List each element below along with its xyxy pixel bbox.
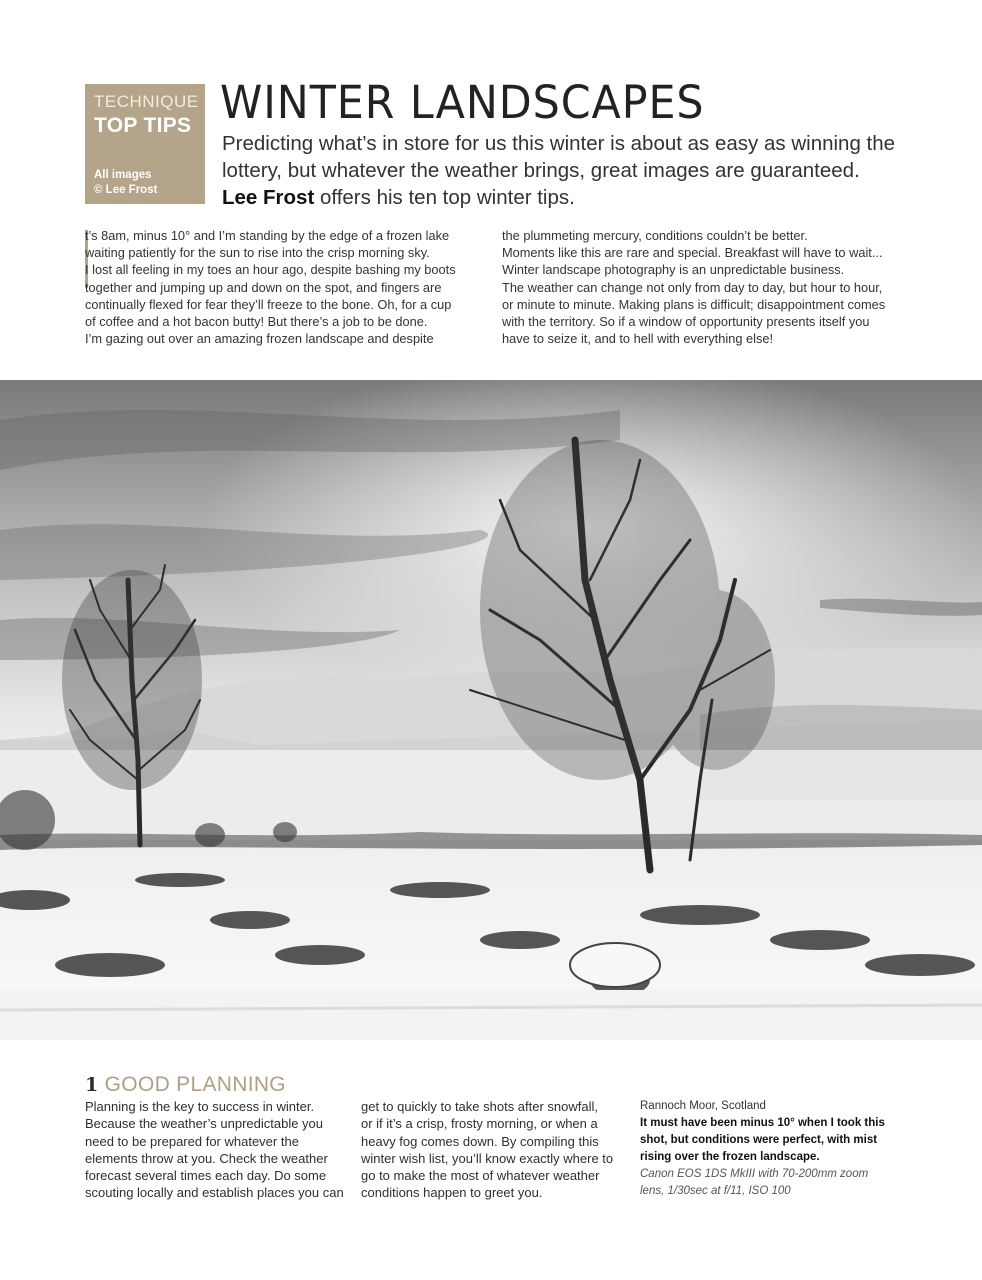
standfirst <box>222 130 912 211</box>
author-name: Lee Frost <box>222 186 315 209</box>
standfirst-text: Predicting what’s in store for us this winter is about as easy as winning the lottery, but whatever the weather brings, great images are guaranteed. <box>222 132 896 182</box>
section-heading-good-planning <box>85 1073 286 1097</box>
article-title: WINTER LANDSCAPES <box>220 76 705 129</box>
caption-description: It must have been minus 10° when I took this shot, but conditions were perfect, with mist rising over the frozen landscape. <box>640 1117 885 1163</box>
caption-location: Rannoch Moor, Scotland <box>640 1100 766 1112</box>
badge-kicker: TECHNIQUE <box>94 92 199 111</box>
section-heading-text: GOOD PLANNING <box>104 1073 286 1096</box>
credit-line-2: © Lee Frost <box>94 184 158 196</box>
credit-line-1: All images <box>94 169 152 181</box>
technique-badge <box>85 84 205 204</box>
standfirst-tail: offers his ten top winter tips. <box>314 186 575 209</box>
badge-title: TOP TIPS <box>94 114 192 137</box>
section-number: 1 <box>85 1074 99 1096</box>
body-column-1: Planning is the key to success in winter. Because the weather’s unpredictable you need to be prepared for whatever the elements throw at you. Check the weather forecast several times each day. Do some scouting locally and establish places you can <box>85 1099 344 1201</box>
caption-technical: Canon EOS 1DS MkIII with 70-200mm zoom lens, 1/30sec at f/11, ISO 100 <box>640 1168 869 1197</box>
photo-caption <box>640 1098 890 1200</box>
winter-landscape-photo <box>0 380 982 1040</box>
intro-column-2 <box>502 227 902 347</box>
photo-illustration <box>0 380 982 1040</box>
intro-column-1 <box>85 227 485 347</box>
intro-text-2: the plummeting mercury, conditions couldn’t be better. Moments like this are rare and special. Breakfast will have to wait... Winter landscape photography is an unpredictable business. The weather can change not only from day to day, but hour to hour, or minute to minute. Making plans is difficult; disappointment comes with the territory. So if a window of opportunity presents itself you have to seize it, and to hell with everything else! <box>502 228 886 347</box>
body-column-2: get to quickly to take shots after snowfall, or if it’s a crisp, frosty morning, or when a heavy fog comes down. By compiling this winter wish list, you’ll know exactly where to go to make the most of whatever weather conditions happen to greet you. <box>361 1099 614 1201</box>
image-credit <box>94 168 198 198</box>
intro-text-1: t’s 8am, minus 10° and I’m standing by the edge of a frozen lake waiting patiently for the sun to rise into the crisp morning sky. I lost all feeling in my toes an hour ago, despite bashing my boots together and jumping up and down on the spot, and fingers are continually flexed for fear they’ll freeze to the bone. Oh, for a cup of coffee and a hot bacon butty! But there’s a job to be done. I’m gazing out over an amazing frozen landscape and despite <box>85 228 456 347</box>
